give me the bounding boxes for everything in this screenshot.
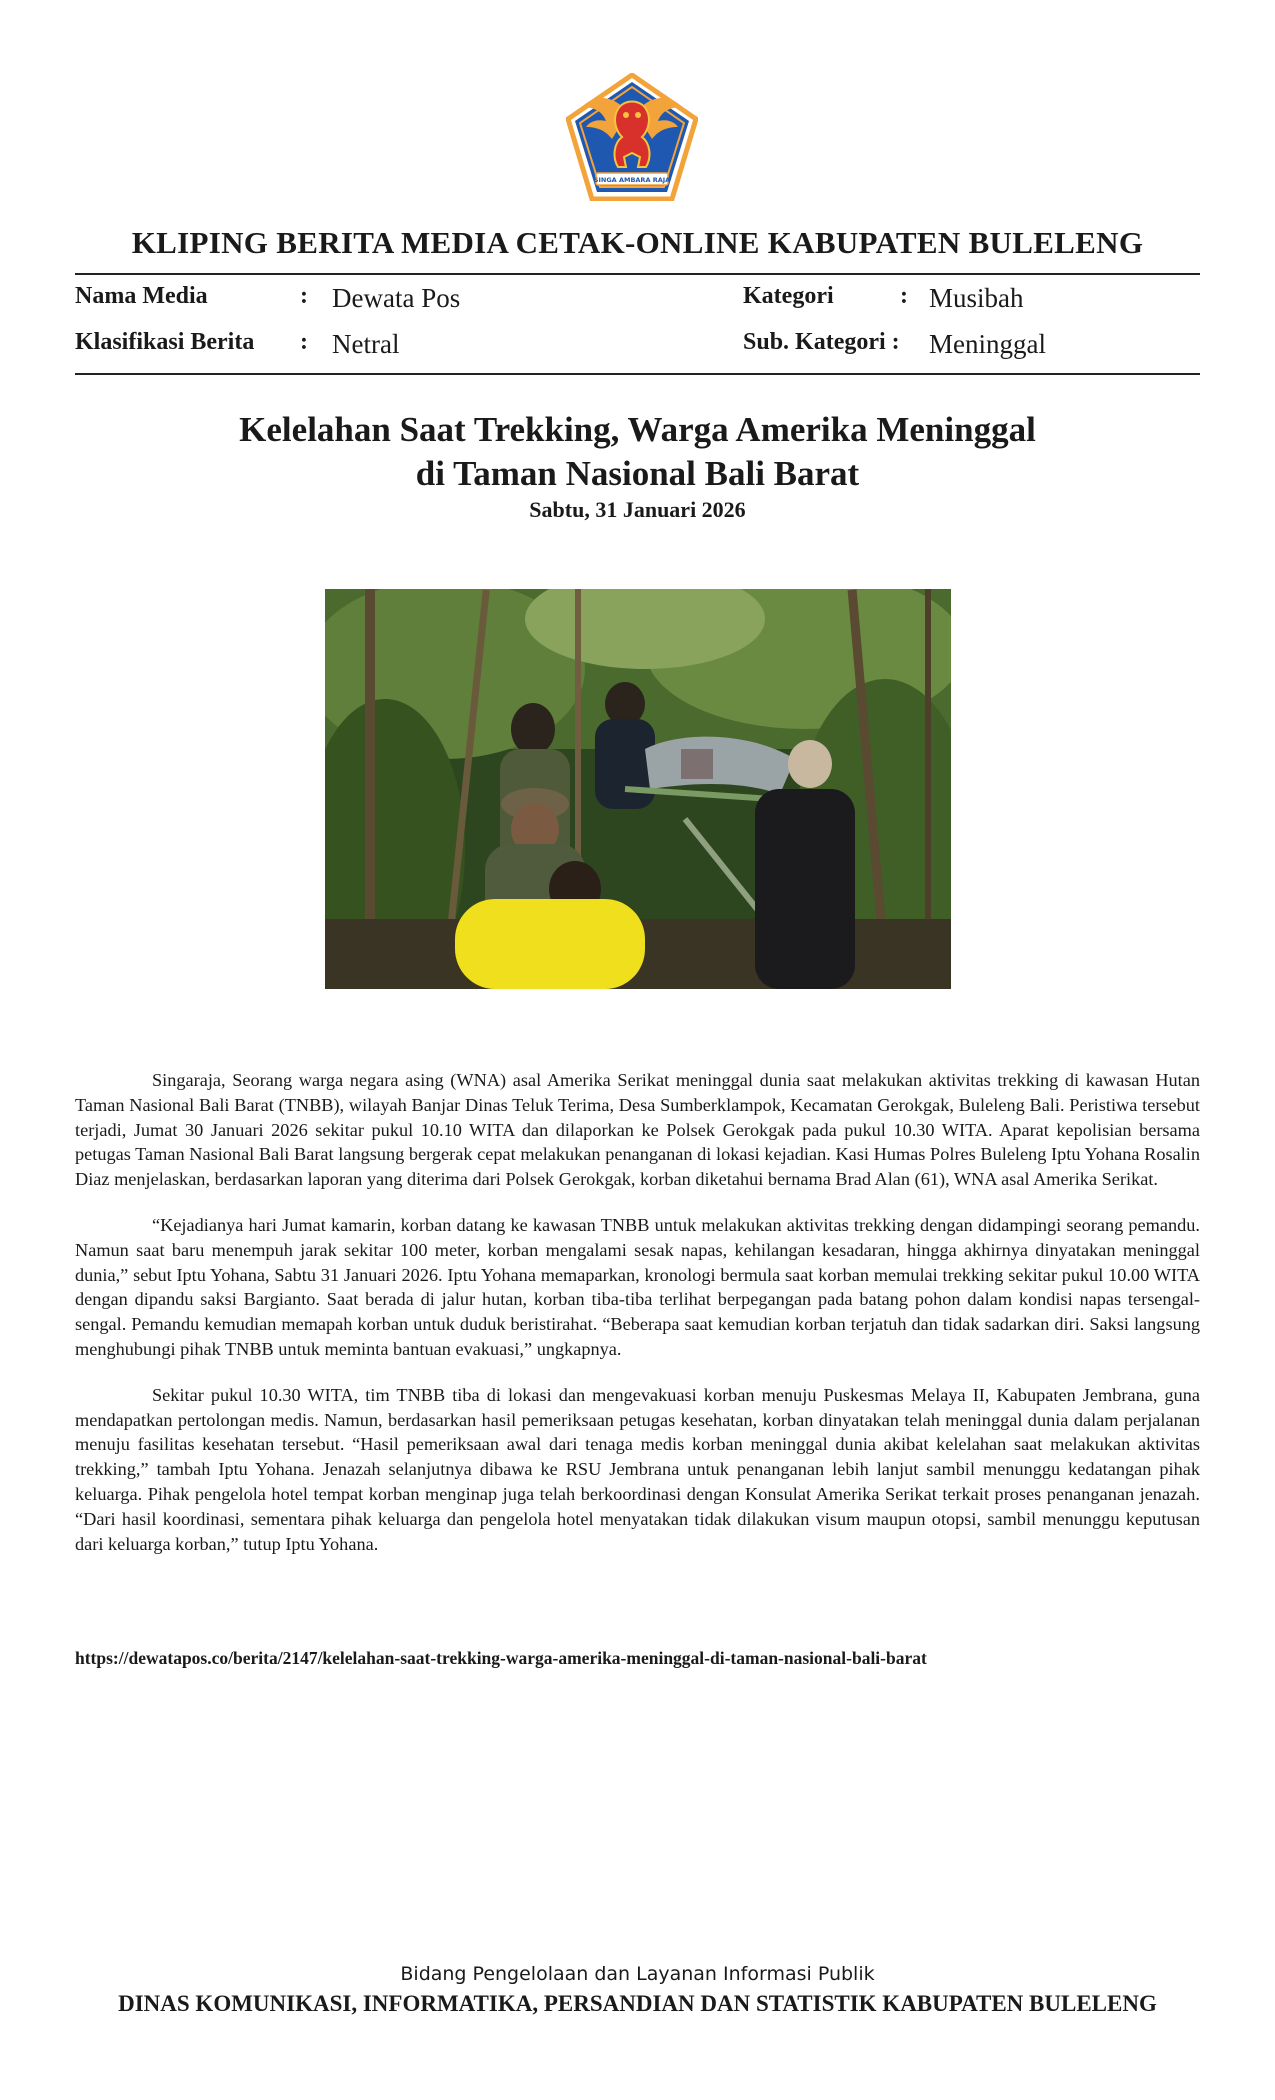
kategori-value: Musibah (929, 283, 1024, 313)
article-date: Sabtu, 31 Januari 2026 (529, 497, 746, 522)
article-body (75, 1068, 1200, 1577)
source-link[interactable]: https://dewatapos.co/berita/2147/kelelahan-saat-trekking-warga-amerika-meninggal-di-taman-nasional-bali-barat (75, 1648, 927, 1668)
top-divider (75, 273, 1200, 275)
kategori-label: Kategori (743, 283, 834, 309)
subkategori-label: Sub. Kategori : (743, 329, 900, 355)
media-colon: : (300, 283, 308, 309)
klasifikasi-value: Netral (332, 329, 400, 359)
news-photo (325, 589, 951, 989)
document-title: KLIPING BERITA MEDIA CETAK-ONLINE KABUPATEN BULELENG (131, 225, 1144, 260)
headline-line-2: di Taman Nasional Bali Barat (415, 454, 860, 493)
regency-logo (566, 73, 698, 201)
article-paragraph: “Kejadianya hari Jumat kamarin, korban datang ke kawasan TNBB untuk melakukan aktivitas trekking dengan didampingi seorang pemandu. Namun saat baru menempuh jarak sekitar 100 meter, korban mengalami sesak napas, kehilangan kesadaran, hingga akhirnya dinyatakan meninggal dunia,” sebut Iptu Yohana, Sabtu 31 Januari 2026. Iptu Yohana memaparkan, kronologi bermula saat korban memulai trekking sekitar pukul 10.00 WITA dengan dipandu saksi Bargianto. Saat berada di jalur hutan, korban tiba-tiba terlihat berpegangan pada batang pohon dalam kondisi napas tersengal-sengal. Pemandu kemudian memapah korban untuk duduk beristirahat. “Beberapa saat kemudian korban terjatuh dan tidak sadarkan diri. Saksi langsung menghubungi pihak TNBB untuk meminta bantuan evakuasi,” ungkapnya. (75, 1214, 1200, 1359)
article-paragraph: Singaraja, Seorang warga negara asing (WNA) asal Amerika Serikat meninggal dunia saat melakukan aktivitas trekking di kawasan Hutan Taman Nasional Bali Barat (TNBB), wilayah Banjar Dinas Teluk Terima, Desa Sumberklampok, Kecamatan Gerokgak, Buleleng Bali. Peristiwa tersebut terjadi, Jumat 30 Januari 2026 sekitar pukul 10.10 WITA dan dilaporkan ke Polsek Gerokgak pada pukul 10.30 WITA. Aparat kepolisian bersama petugas Taman Nasional Bali Barat langsung bergerak cepat melakukan penanganan di lokasi kejadian. Kasi Humas Polres Buleleng Iptu Yohana Rosalin Diaz menjelaskan, berdasarkan laporan yang diterima dari Polsek Gerokgak, korban diketahui bernama Brad Alan (61), WNA asal Amerika Serikat. (75, 1070, 1200, 1190)
media-value: Dewata Pos (332, 283, 461, 313)
subkategori-value: Meninggal (929, 329, 1046, 359)
klasifikasi-colon: : (300, 329, 308, 355)
singa-ambara-raja-emblem-icon (566, 73, 698, 201)
klasifikasi-label: Klasifikasi Berita (75, 329, 255, 355)
forest-evacuation-photo (325, 589, 951, 989)
footer-agency: DINAS KOMUNIKASI, INFORMATIKA, PERSANDIAN DAN STATISTIK KABUPATEN BULELENG (118, 1991, 1157, 2016)
article-paragraph: Sekitar pukul 10.30 WITA, tim TNBB tiba di lokasi dan mengevakuasi korban menuju Puskesmas Melaya II, Kabupaten Jembrana, guna mendapatkan pertolongan medis. Namun, berdasarkan hasil pemeriksaan petugas kesehatan, korban dinyatakan telah meninggal dunia dalam perjalanan menuju fasilitas kesehatan tersebut. “Hasil pemeriksaan awal dari tenaga medis korban meninggal dunia akibat kelelahan saat melakukan aktivitas trekking,” tambah Iptu Yohana. Jenazah selanjutnya dibawa ke RSU Jembrana untuk penanganan lebih lanjut sambil menunggu kedatangan pihak keluarga. Pihak pengelola hotel tempat korban menginap juga telah berkoordinasi dengan Konsulat Amerika Serikat terkait proses penanganan jenazah. “Dari hasil koordinasi, sementara pihak keluarga dan pengelola hotel menyatakan tidak dilakukan visum maupun otopsi, sambil menunggu keputusan dari keluarga korban,” tutup Iptu Yohana. (75, 1384, 1200, 1554)
kategori-colon: : (900, 283, 908, 309)
logo-motto-text: SINGA AMBARA RAJA (593, 176, 671, 184)
footer-division: Bidang Pengelolaan dan Layanan Informasi Publik (400, 1963, 875, 1985)
bottom-divider (75, 373, 1200, 375)
headline-line-1: Kelelahan Saat Trekking, Warga Amerika Meninggal (239, 410, 1036, 449)
media-label: Nama Media (75, 283, 208, 309)
